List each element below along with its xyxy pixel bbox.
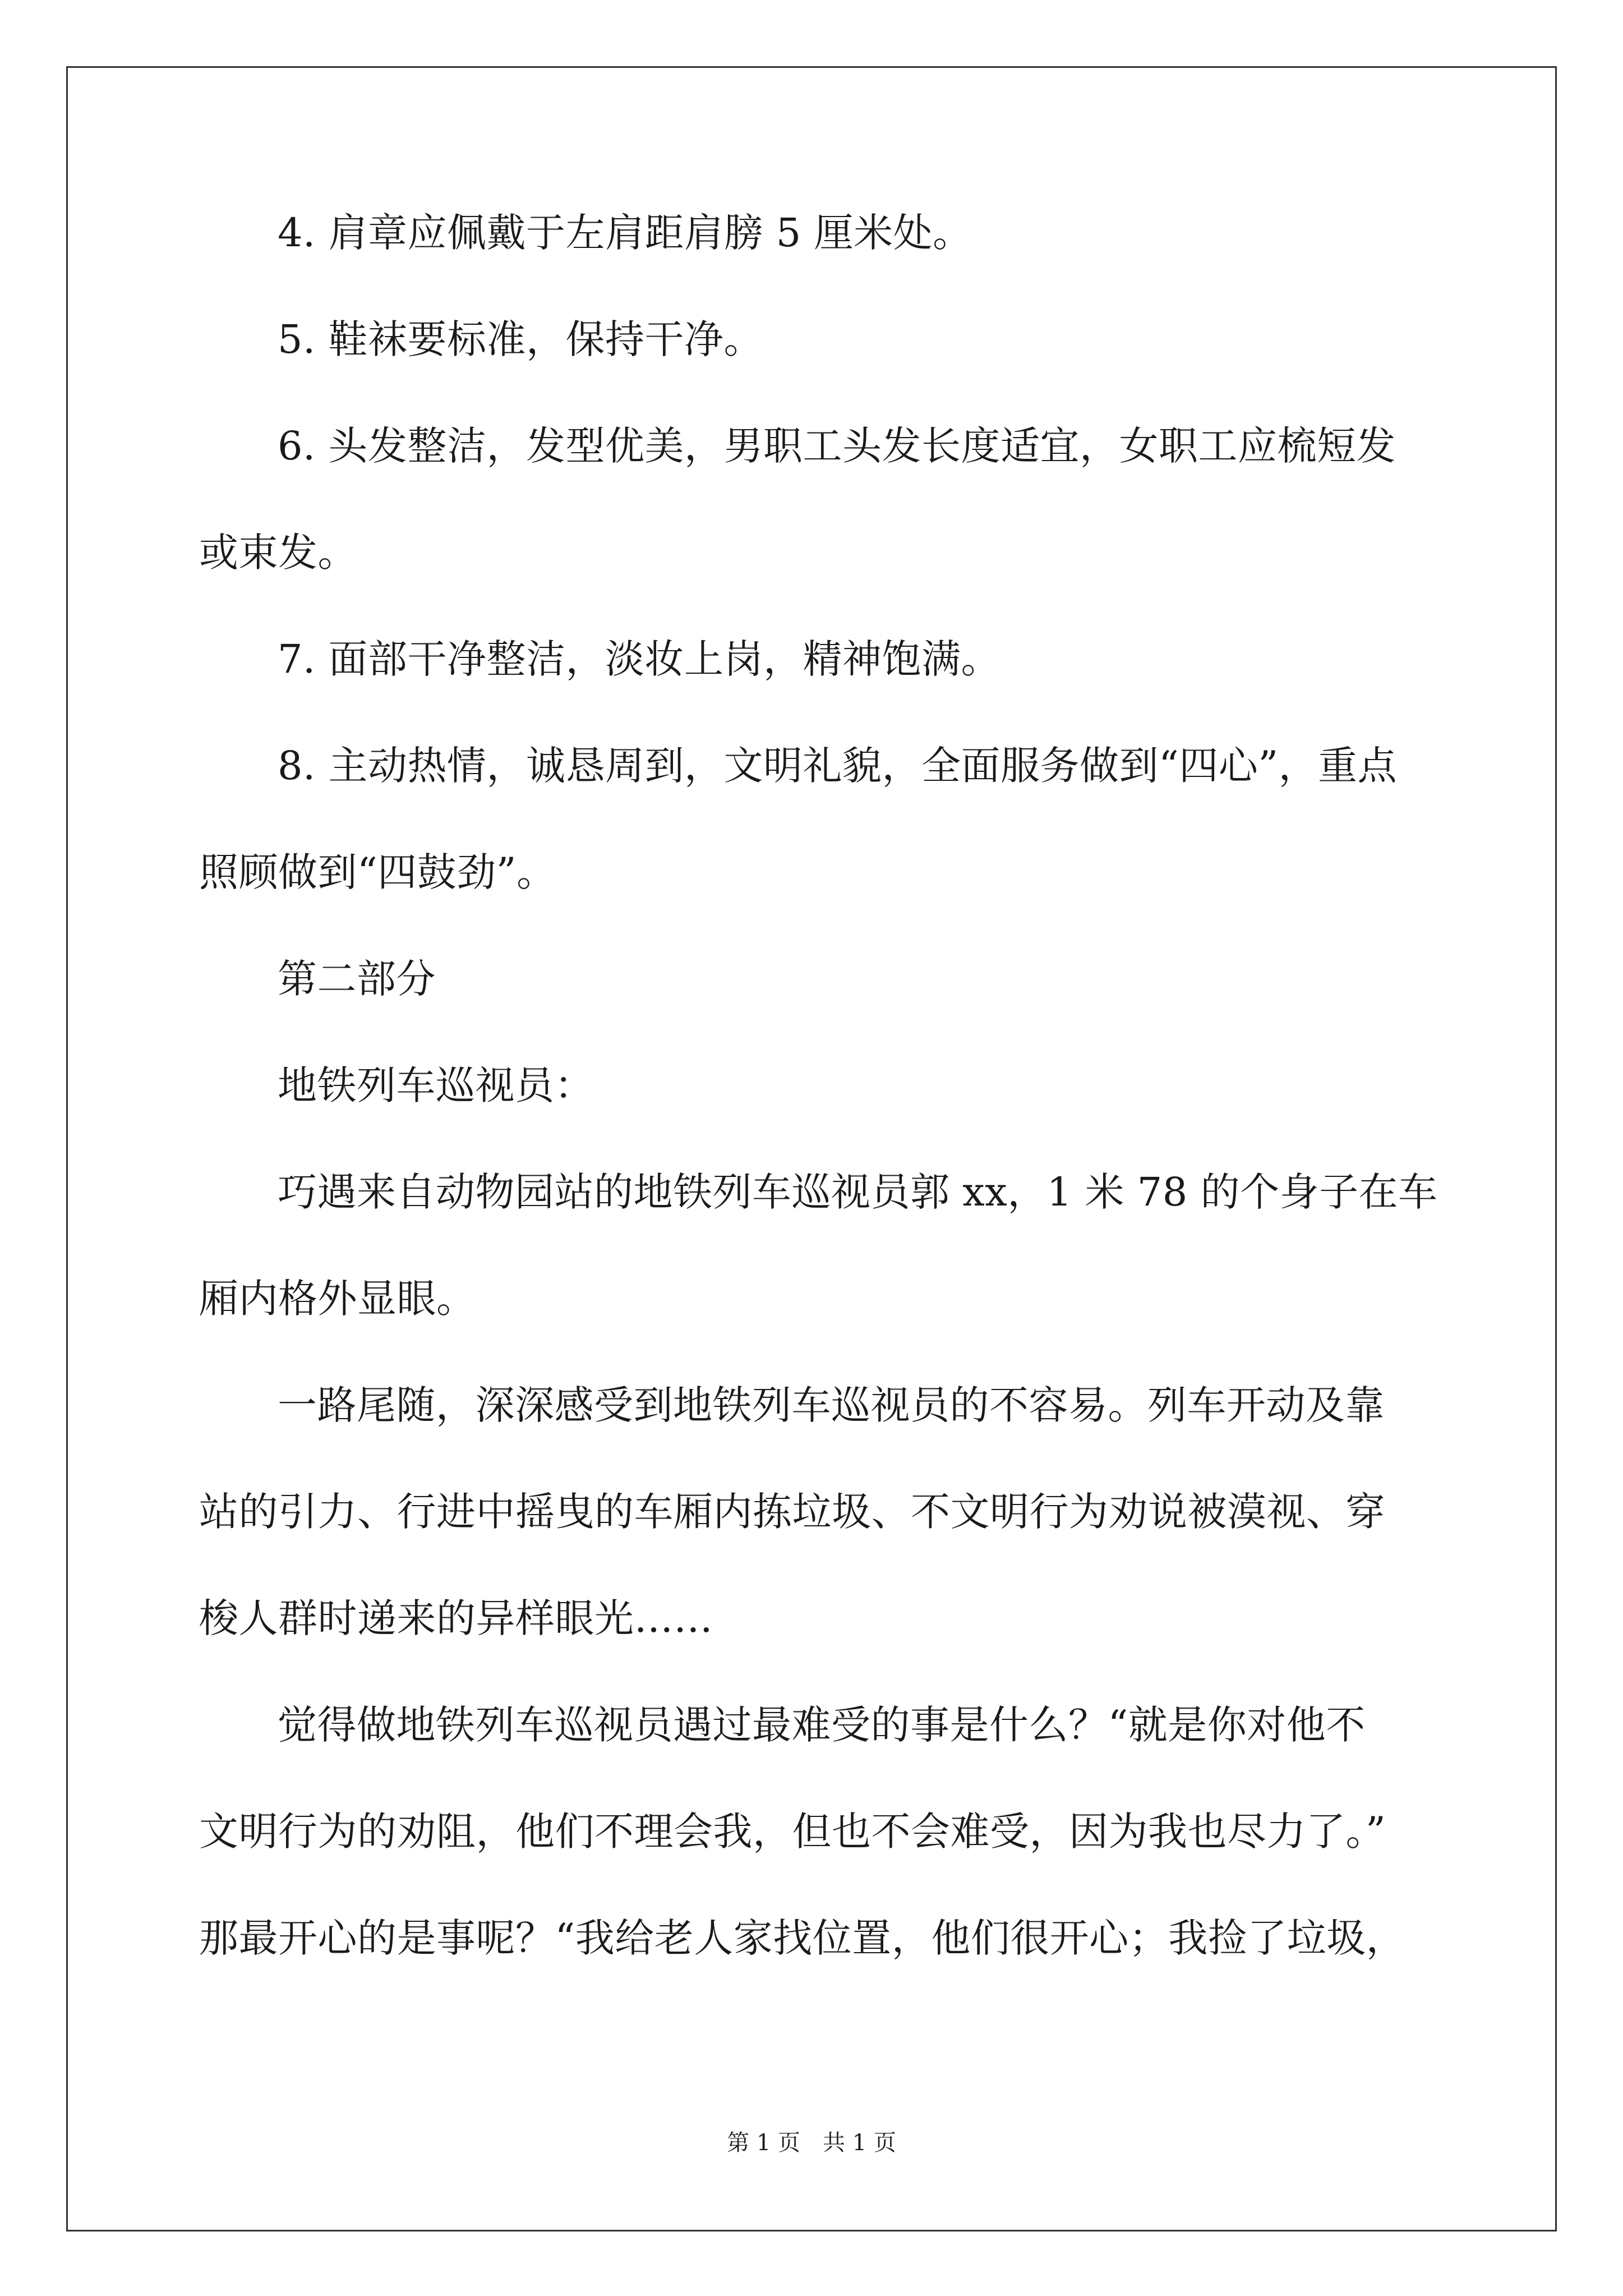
paragraph-line: 梭人群时递来的异样眼光……: [199, 1595, 713, 1641]
page-number-footer: 第 1 页 共 1 页: [727, 2130, 896, 2156]
paragraph-line: 觉得做地铁列车巡视员遇过最难受的事是什么？“就是你对他不: [278, 1702, 1366, 1748]
paragraph-line: 厢内格外显眼。: [199, 1276, 476, 1322]
paragraph-line: 6. 头发整洁，发型优美，男职工头发长度适宜，女职工应梳短发: [278, 423, 1396, 469]
subsection-heading: 地铁列车巡视员：: [278, 1062, 594, 1108]
paragraph-line: 4. 肩章应佩戴于左肩距肩膀 5 厘米处。: [278, 210, 972, 256]
paragraph-line: 一路尾随，深深感受到地铁列车巡视员的不容易。列车开动及靠: [278, 1382, 1385, 1428]
paragraph-line: 站的引力、行进中摇曳的车厢内拣垃圾、不文明行为劝说被漠视、穿: [199, 1489, 1385, 1535]
page-border: [66, 66, 1557, 2231]
paragraph-line: 8. 主动热情，诚恳周到，文明礼貌，全面服务做到“四心”，重点: [278, 743, 1398, 789]
paragraph-line: 照顾做到“四鼓劲”。: [199, 849, 556, 895]
paragraph-line: 或束发。: [199, 530, 357, 576]
paragraph-line: 文明行为的劝阻，他们不理会我，但也不会难受，因为我也尽力了。”: [199, 1809, 1386, 1855]
paragraph-line: 5. 鞋袜要标准，保持干净。: [278, 316, 764, 362]
paragraph-line: 巧遇来自动物园站的地铁列车巡视员郭 xx，1 米 78 的个身子在车: [278, 1169, 1438, 1215]
section-heading: 第二部分: [278, 956, 436, 1002]
paragraph-line: 7. 面部干净整洁，淡妆上岗，精神饱满。: [278, 636, 1001, 682]
paragraph-line: 那最开心的是事呢？“我给老人家找位置，他们很开心；我捡了垃圾，: [199, 1915, 1406, 1961]
